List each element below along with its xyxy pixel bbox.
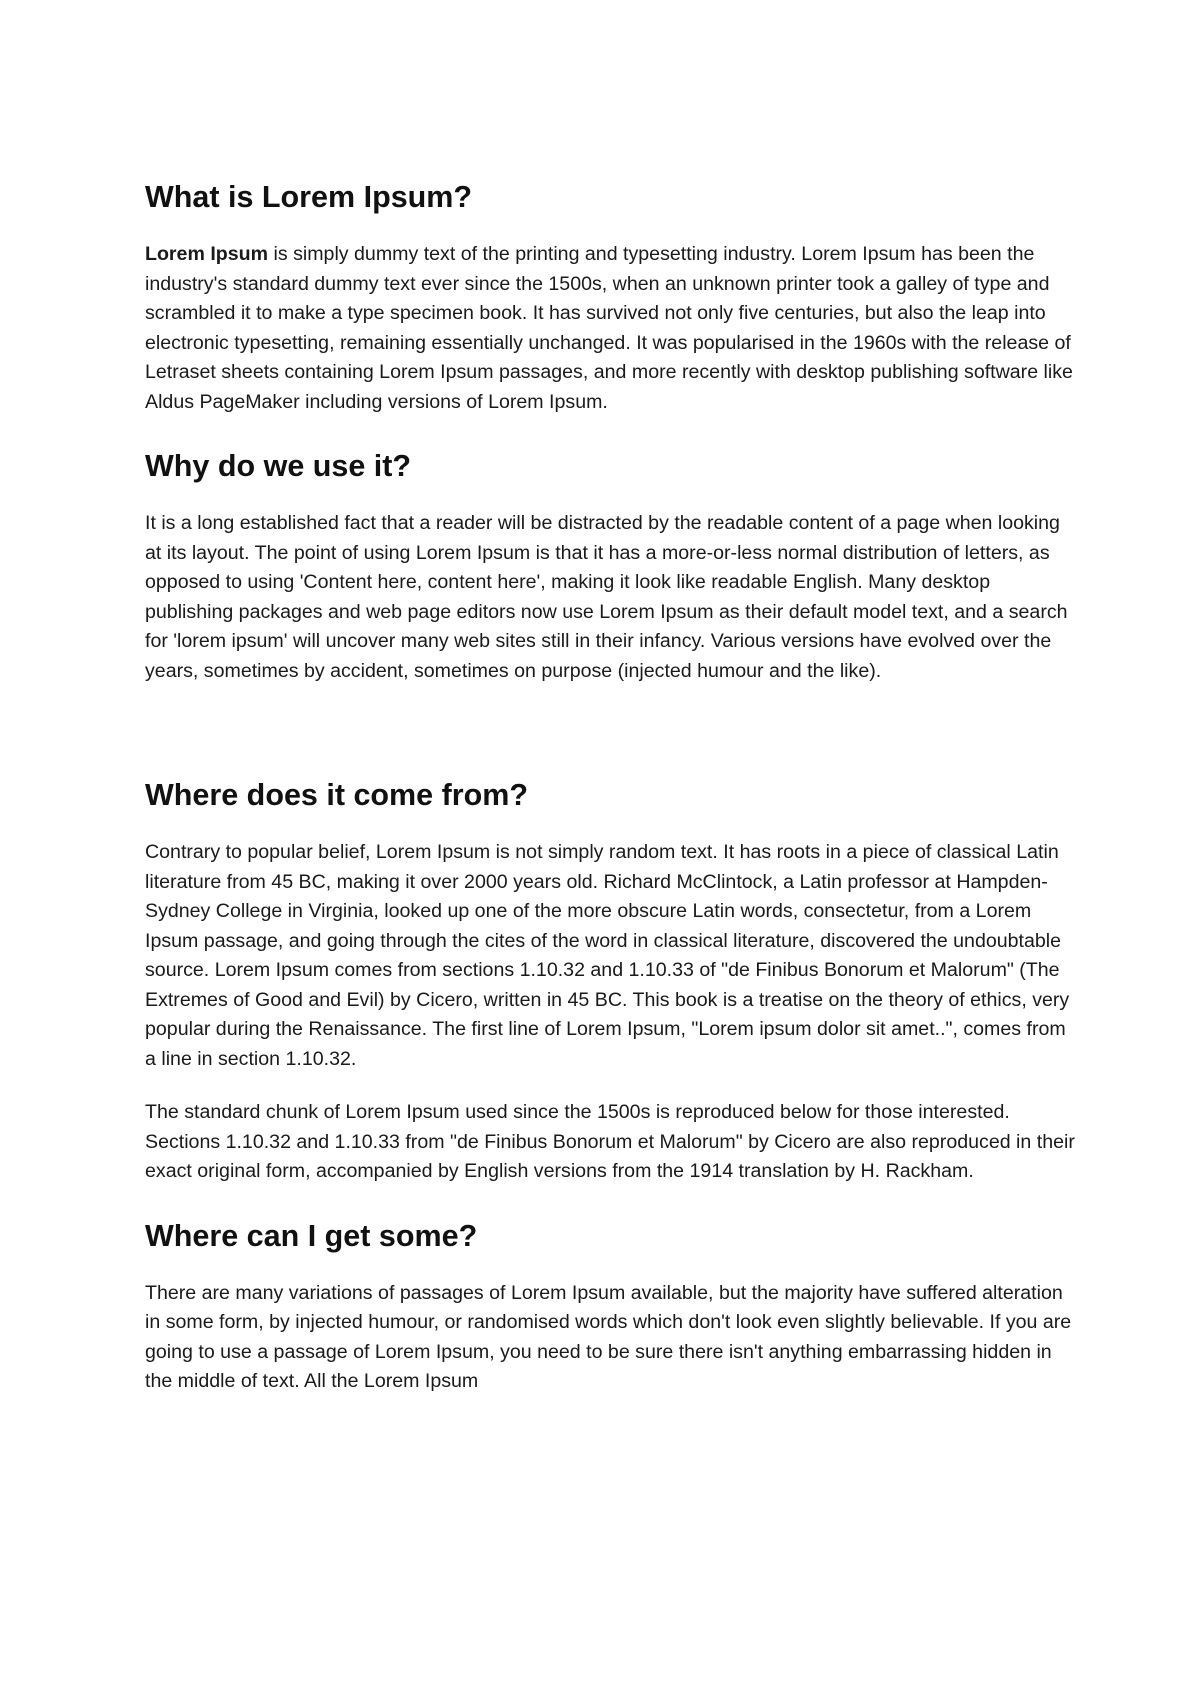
spacer — [145, 1187, 1075, 1217]
spacer — [145, 216, 1075, 240]
paragraph-where-does-it-come-from-2: The standard chunk of Lorem Ipsum used since the 1500s is reproduced below for those interested. Sections 1.10.32 and 1.10.33 from "de Finibus Bonorum et Malorum" by Cicero are also reproduced in their exact original form, accompanied by English versions from the 1914 translation by H. Rackham. — [145, 1101, 1075, 1182]
spacer — [145, 686, 1075, 776]
heading-where-can-i-get-some: Where can I get some? — [145, 1218, 478, 1253]
spacer — [145, 417, 1075, 447]
paragraph-text: is simply dummy text of the printing and typesetting industry. Lorem Ipsum has been the industry's standard dummy text ever since the 1500s, when an unknown printer took a galley of type and scrambled it to make a type specimen book. It has survived not only five centuries, but also the leap into electronic typesetting, remaining essentially unchanged. It was popularised in the 1960s with the release of Letraset sheets containing Lorem Ipsum passages, and more recently with desktop publishing software like Aldus PageMaker including versions of Lorem Ipsum. — [145, 243, 1073, 413]
paragraph-what-is-lorem-ipsum — [145, 240, 1075, 417]
spacer — [145, 485, 1075, 509]
paragraph-where-can-i-get-some: There are many variations of passages of Lorem Ipsum available, but the majority have suffered alteration in some form, by injected humour, or randomised words which don't look even slightly believable. If you are going to use a passage of Lorem Ipsum, you need to be sure there isn't anything embarrassing hidden in the middle of text. All the Lorem Ipsum — [145, 1281, 1072, 1392]
spacer — [145, 1074, 1075, 1098]
paragraph-where-does-it-come-from-1: Contrary to popular belief, Lorem Ipsum is not simply random text. It has roots in a piece of classical Latin literature from 45 BC, making it over 2000 years old. Richard McClintock, a Latin professor at Hampden-Sydney College in Virginia, looked up one of the more obscure Latin words, consectetur, from a Lorem Ipsum passage, and going through the cites of the word in classical literature, discovered the undoubtable source. Lorem Ipsum comes from sections 1.10.32 and 1.10.33 of "de Finibus Bonorum et Malorum" (The Extremes of Good and Evil) by Cicero, written in 45 BC. This book is a treatise on the theory of ethics, very popular during the Renaissance. The first line of Lorem Ipsum, "Lorem ipsum dolor sit amet..", comes from a line in section 1.10.32. — [145, 841, 1070, 1070]
paragraph-why-do-we-use-it: It is a long established fact that a reader will be distracted by the readable content of a page when looking at its layout. The point of using Lorem Ipsum is that it has a more-or-less normal distribution of letters, as opposed to using 'Content here, content here', making it look like readable English. Many desktop publishing packages and web page editors now use Lorem Ipsum as their default model text, and a search for 'lorem ipsum' will uncover many web sites still in their infancy. Various versions have evolved over the years, sometimes by accident, sometimes on purpose (injected humour and the like). — [145, 512, 1068, 682]
spacer — [145, 814, 1075, 838]
heading-what-is-lorem-ipsum: What is Lorem Ipsum? — [145, 180, 473, 214]
spacer — [145, 1255, 1075, 1279]
lead-bold-text: Lorem Ipsum — [145, 243, 269, 265]
heading-where-does-it-come-from: Where does it come from? — [145, 778, 529, 812]
document-page — [145, 178, 1075, 1397]
heading-why-do-we-use-it: Why do we use it? — [145, 449, 412, 483]
